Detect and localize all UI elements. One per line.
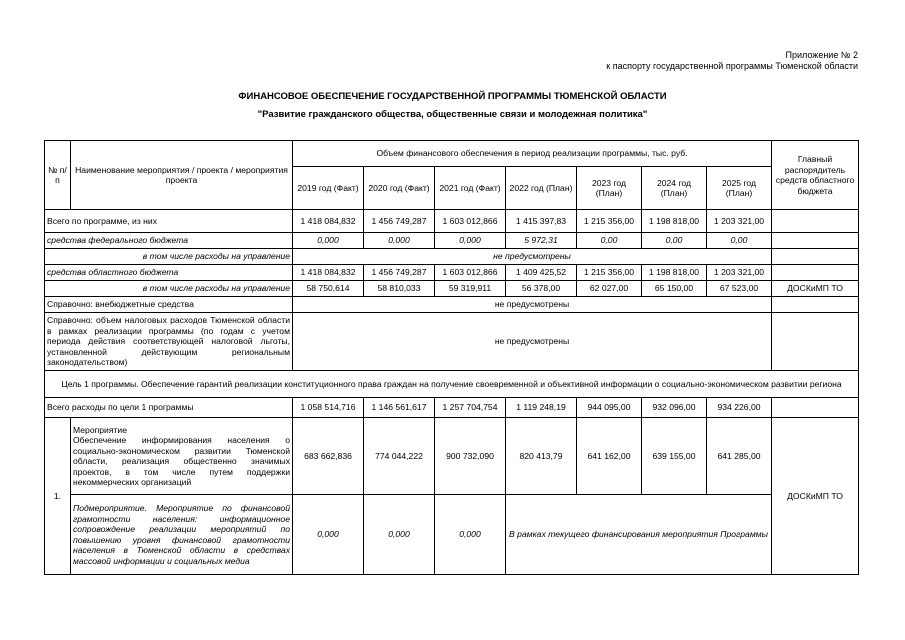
cell-empty xyxy=(772,297,859,313)
cell-merged: не предусмотрены xyxy=(293,297,772,313)
cell-value: 1 456 749,287 xyxy=(364,210,435,233)
header-year: 2019 год (Факт) xyxy=(293,167,364,210)
row-label: в том числе расходы на управление xyxy=(45,281,293,297)
cell-value: 1 603 012,866 xyxy=(435,265,506,281)
cell-value: 0,00 xyxy=(707,233,772,249)
row-number: 1. xyxy=(45,418,71,575)
cell-value: 1 409 425,52 xyxy=(506,265,577,281)
cell-merged: не предусмотрены xyxy=(293,313,772,371)
header-year: 2020 год (Факт) xyxy=(364,167,435,210)
cell-value: 0,00 xyxy=(577,233,642,249)
cell-value: 1 215 356,00 xyxy=(577,265,642,281)
cell-value: 639 155,00 xyxy=(642,418,707,495)
cell-value: 1 119 248,19 xyxy=(506,398,577,418)
cell-value: 0,00 xyxy=(642,233,707,249)
cell-value: 1 456 749,287 xyxy=(364,265,435,281)
header-year: 2025 год (План) xyxy=(707,167,772,210)
cell-value: 944 095,00 xyxy=(577,398,642,418)
row-offbudget xyxy=(45,297,859,313)
cell-value: 641 162,00 xyxy=(577,418,642,495)
cell-value: 1 603 012,866 xyxy=(435,210,506,233)
cell-value: 1 415 397,83 xyxy=(506,210,577,233)
cell-value: 820 413,79 xyxy=(506,418,577,495)
cell-empty xyxy=(772,313,859,371)
cell-value: 0,000 xyxy=(435,233,506,249)
cell-value: 62 027,00 xyxy=(577,281,642,297)
cell-empty xyxy=(772,233,859,249)
finance-table xyxy=(44,140,859,575)
cell-value: 59 319,911 xyxy=(435,281,506,297)
header-year: 2022 год (План) xyxy=(506,167,577,210)
header-year: 2021 год (Факт) xyxy=(435,167,506,210)
cell-value: 1 215 356,00 xyxy=(577,210,642,233)
row-label: в том числе расходы на управление xyxy=(45,249,293,265)
annex-subtitle: к паспорту государственной программы Тюменской области xyxy=(606,61,858,71)
row-label: средства федерального бюджета xyxy=(45,233,293,249)
cell-value: 58 750,614 xyxy=(293,281,364,297)
row-label: Всего по программе, из них xyxy=(45,210,293,233)
cell-merged: не предусмотрены xyxy=(293,249,772,265)
cell-value: 1 198 818,00 xyxy=(642,265,707,281)
header-num: № п/п xyxy=(45,141,71,210)
program-title: "Развитие гражданского общества, общественные связи и молодежная политика" xyxy=(257,109,648,120)
cell-manager: ДОСКиМП ТО xyxy=(772,281,859,297)
cell-value: 934 226,00 xyxy=(707,398,772,418)
cell-value: 65 150,00 xyxy=(642,281,707,297)
document-title: ФИНАНСОВОЕ ОБЕСПЕЧЕНИЕ ГОСУДАРСТВЕННОЙ ПРОГРАММЫ ТЮМЕНСКОЙ ОБЛАСТИ xyxy=(238,91,667,102)
measure-label: Обеспечение информирования населения о социально-экономическом развитии Тюменской области, реализация общественно значимых проектов, в том числе путем поддержки некоммерческих организаций xyxy=(73,435,290,487)
cell-value: 0,000 xyxy=(364,495,435,575)
measure-title: Мероприятие xyxy=(73,424,127,435)
annex-number: Приложение № 2 xyxy=(785,50,858,60)
row-label: средства областного бюджета xyxy=(45,265,293,281)
cell-value: 900 732,090 xyxy=(435,418,506,495)
cell-merged: В рамках текущего финансирования мероприятия Программы xyxy=(506,495,772,575)
row-measure-1 xyxy=(45,418,859,495)
cell-value: 1 058 514,716 xyxy=(293,398,364,418)
row-tax xyxy=(45,313,859,371)
header-name: Наименование мероприятия / проекта / мероприятия проекта xyxy=(71,141,293,210)
cell-value: 67 523,00 xyxy=(707,281,772,297)
row-federal-management xyxy=(45,249,859,265)
header-row-1 xyxy=(45,141,859,167)
row-label: Справочно: внебюджетные средства xyxy=(45,297,293,313)
row-federal xyxy=(45,233,859,249)
annex-note xyxy=(606,50,858,72)
submeasure-label: Подмероприятие. Мероприятие по финансовой грамотности населения: информационное сопровождение реализации мероприятий по повышению уровня финансовой грамотности населения в Тюменской области в средствах массовой информации и социальных медиа xyxy=(71,495,293,575)
row-total xyxy=(45,210,859,233)
cell-manager: ДОСКиМП ТО xyxy=(772,418,859,575)
cell-value: 932 096,00 xyxy=(642,398,707,418)
cell-value: 1 257 704,754 xyxy=(435,398,506,418)
measure-description xyxy=(71,418,293,495)
cell-value: 58 810,033 xyxy=(364,281,435,297)
cell-value: 0,000 xyxy=(364,233,435,249)
row-regional-management xyxy=(45,281,859,297)
row-label: Справочно: объем налоговых расходов Тюменской области в рамках реализации программы (по годам с учетом периода действия соответствующей налоговой льготы, установленной действующим региональным законодательством) xyxy=(45,313,293,371)
cell-value: 5 972,31 xyxy=(506,233,577,249)
cell-empty xyxy=(772,398,859,418)
cell-value: 1 418 084,832 xyxy=(293,210,364,233)
cell-value: 774 044,222 xyxy=(364,418,435,495)
cell-empty xyxy=(772,210,859,233)
header-year: 2024 год (План) xyxy=(642,167,707,210)
cell-value: 0,000 xyxy=(293,233,364,249)
header-year: 2023 год (План) xyxy=(577,167,642,210)
header-volume: Объем финансового обеспечения в период реализации программы, тыс. руб. xyxy=(293,141,772,167)
cell-value: 1 418 084,832 xyxy=(293,265,364,281)
cell-value: 1 198 818,00 xyxy=(642,210,707,233)
row-goal-1 xyxy=(45,371,859,398)
goal-label: Цель 1 программы. Обеспечение гарантий реализации конституционного права граждан на получение своевременной и объективной информации о социально-экономическом развитии региона xyxy=(45,371,859,398)
cell-value: 0,000 xyxy=(435,495,506,575)
row-goal-1-total xyxy=(45,398,859,418)
cell-value: 1 203 321,00 xyxy=(707,210,772,233)
row-submeasure-1 xyxy=(45,495,859,575)
cell-empty xyxy=(772,265,859,281)
cell-empty xyxy=(772,249,859,265)
cell-value: 0,000 xyxy=(293,495,364,575)
cell-value: 1 203 321,00 xyxy=(707,265,772,281)
cell-value: 683 662,836 xyxy=(293,418,364,495)
row-regional xyxy=(45,265,859,281)
cell-value: 1 146 561,617 xyxy=(364,398,435,418)
row-label: Всего расходы по цели 1 программы xyxy=(45,398,293,418)
cell-value: 56 378,00 xyxy=(506,281,577,297)
header-manager: Главный распорядитель средств областного бюджета xyxy=(772,141,859,210)
cell-value: 641 285,00 xyxy=(707,418,772,495)
